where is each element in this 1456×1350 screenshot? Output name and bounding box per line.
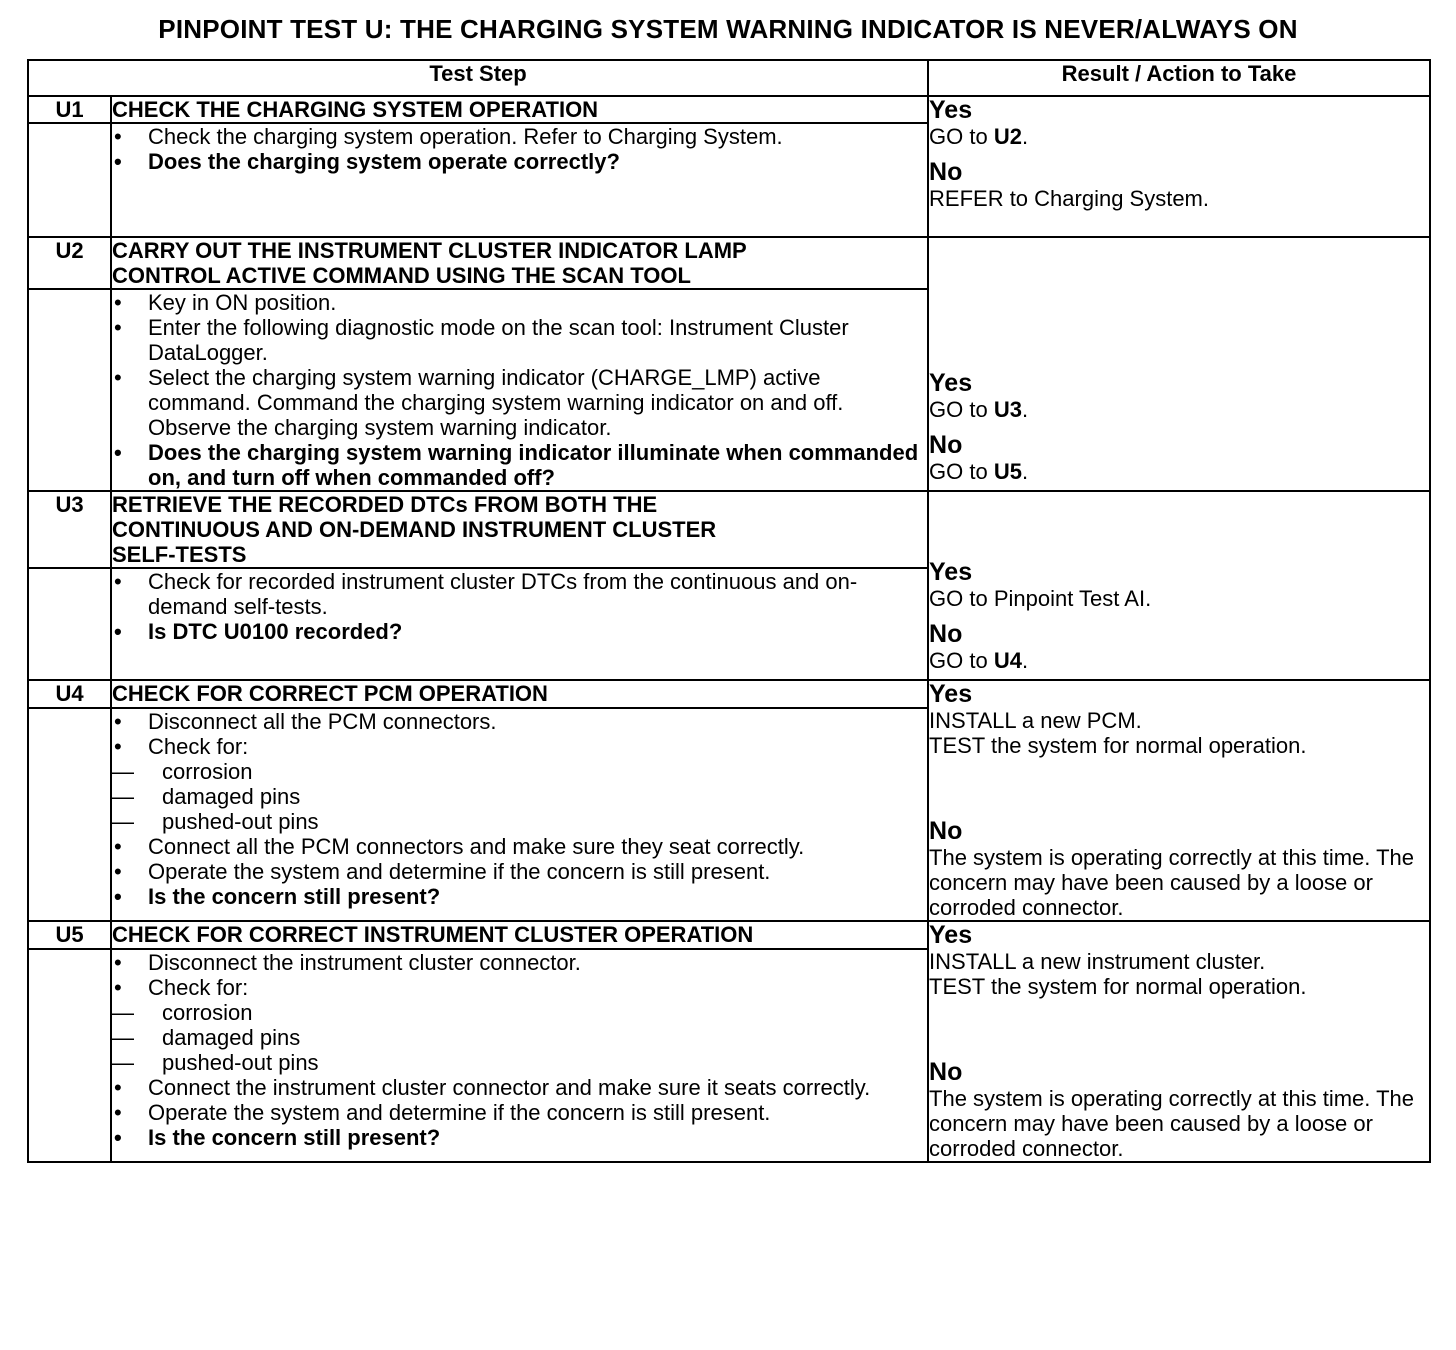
step-u2-result xyxy=(928,237,1430,491)
question-item: • Is the concern still present? xyxy=(112,1125,927,1150)
yes-action: GO to U2. xyxy=(929,124,1029,149)
list-item: • Key in ON position. xyxy=(112,290,927,315)
list-item: • Connect all the PCM connectors and make sure they seat correctly. xyxy=(112,834,927,859)
step-body xyxy=(111,949,928,1162)
step-ref: U4 xyxy=(993,648,1022,673)
yes-label: Yes xyxy=(929,558,973,586)
yes-action: GO to Pinpoint Test AI. xyxy=(929,586,1152,611)
list-item: • Enter the following diagnostic mode on the scan tool: Instrument Cluster DataLogger. xyxy=(112,315,927,365)
no-action: REFER to Charging System. xyxy=(929,186,1209,211)
no-action: GO to U4. xyxy=(929,648,1029,673)
check-item: — corrosion xyxy=(112,759,927,784)
page-title: PINPOINT TEST U: THE CHARGING SYSTEM WARNING INDICATOR IS NEVER/ALWAYS ON xyxy=(158,14,1298,44)
yes-label: Yes xyxy=(929,96,973,124)
list-item: • Check the charging system operation. Refer to Charging System. xyxy=(112,124,927,149)
step-title: CARRY OUT THE INSTRUMENT CLUSTER INDICATOR LAMP CONTROL ACTIVE COMMAND USING THE SCAN TOOL xyxy=(111,237,928,289)
check-item: — corrosion xyxy=(112,1000,927,1025)
step-body xyxy=(111,123,928,237)
step-title: RETRIEVE THE RECORDED DTCs FROM BOTH THE CONTINUOUS AND ON-DEMAND INSTRUMENT CLUSTER SELF-TESTS xyxy=(111,491,928,568)
step-u4-result xyxy=(928,680,1430,921)
step-id: U1 xyxy=(28,96,111,123)
step-ref: U3 xyxy=(993,397,1022,422)
list-item: • Check for: — corrosion — damaged pins — pushed-out pins xyxy=(112,734,927,834)
step-id: U5 xyxy=(28,921,111,949)
result-header: Result / Action to Take xyxy=(928,60,1430,96)
check-item: — damaged pins xyxy=(112,784,927,809)
step-id: U2 xyxy=(28,237,111,289)
no-label: No xyxy=(929,1058,963,1086)
no-label: No xyxy=(929,817,963,845)
question-item: • Does the charging system operate correctly? xyxy=(112,149,927,174)
no-label: No xyxy=(929,431,963,459)
step-ref: U5 xyxy=(993,459,1022,484)
yes-action-1: INSTALL a new PCM. xyxy=(929,708,1142,733)
list-item: • Disconnect all the PCM connectors. xyxy=(112,709,927,734)
step-title: CHECK FOR CORRECT INSTRUMENT CLUSTER OPERATION xyxy=(111,921,928,949)
step-id: U4 xyxy=(28,680,111,708)
step-u3-result xyxy=(928,491,1430,680)
list-item: • Operate the system and determine if the concern is still present. xyxy=(112,859,927,884)
no-action: The system is operating correctly at this time. The concern may have been caused by a loose or corroded connector. xyxy=(929,1086,1415,1161)
list-item: • Operate the system and determine if the concern is still present. xyxy=(112,1100,927,1125)
no-label: No xyxy=(929,158,963,186)
step-u2-title-row xyxy=(28,237,1430,289)
yes-action: GO to U3. xyxy=(929,397,1029,422)
step-id: U3 xyxy=(28,491,111,568)
yes-action-1: INSTALL a new instrument cluster. xyxy=(929,949,1266,974)
no-action: GO to U5. xyxy=(929,459,1029,484)
step-body xyxy=(111,708,928,921)
check-item: — pushed-out pins xyxy=(112,1050,927,1075)
question-item: • Is DTC U0100 recorded? xyxy=(112,619,927,644)
step-u1-title-row xyxy=(28,96,1430,123)
list-item: • Check for recorded instrument cluster DTCs from the continuous and on-demand self-tests. xyxy=(112,569,927,619)
table-header-row xyxy=(28,60,1430,96)
step-u5-title-row xyxy=(28,921,1430,949)
step-u5-result xyxy=(928,921,1430,1162)
yes-label: Yes xyxy=(929,680,973,708)
step-body xyxy=(111,568,928,680)
no-label: No xyxy=(929,620,963,648)
step-body xyxy=(111,289,928,491)
yes-action-2: TEST the system for normal operation. xyxy=(929,733,1307,758)
check-item: — pushed-out pins xyxy=(112,809,927,834)
question-item: • Is the concern still present? xyxy=(112,884,927,909)
step-title: CHECK THE CHARGING SYSTEM OPERATION xyxy=(111,96,928,123)
check-item: — damaged pins xyxy=(112,1025,927,1050)
step-title: CHECK FOR CORRECT PCM OPERATION xyxy=(111,680,928,708)
list-item: • Connect the instrument cluster connector and make sure it seats correctly. xyxy=(112,1075,927,1100)
yes-action-2: TEST the system for normal operation. xyxy=(929,974,1307,999)
step-u3-title-row xyxy=(28,491,1430,568)
step-u4-title-row xyxy=(28,680,1430,708)
step-ref: U2 xyxy=(993,124,1022,149)
question-item: • Does the charging system warning indicator illuminate when commanded on, and turn off when commanded off? xyxy=(112,440,927,490)
list-item: • Select the charging system warning indicator (CHARGE_LMP) active command. Command the charging system warning indicator on and off. Observe the charging system warning indicator. xyxy=(112,365,927,440)
test-step-header: Test Step xyxy=(28,60,928,96)
yes-label: Yes xyxy=(929,921,973,949)
step-u1-result xyxy=(928,96,1430,237)
list-item: • Disconnect the instrument cluster connector. xyxy=(112,950,927,975)
yes-label: Yes xyxy=(929,369,973,397)
list-item: • Check for: — corrosion — damaged pins — pushed-out pins xyxy=(112,975,927,1075)
no-action: The system is operating correctly at this time. The concern may have been caused by a loose or corroded connector. xyxy=(929,845,1415,920)
pinpoint-test-table xyxy=(27,59,1431,1163)
